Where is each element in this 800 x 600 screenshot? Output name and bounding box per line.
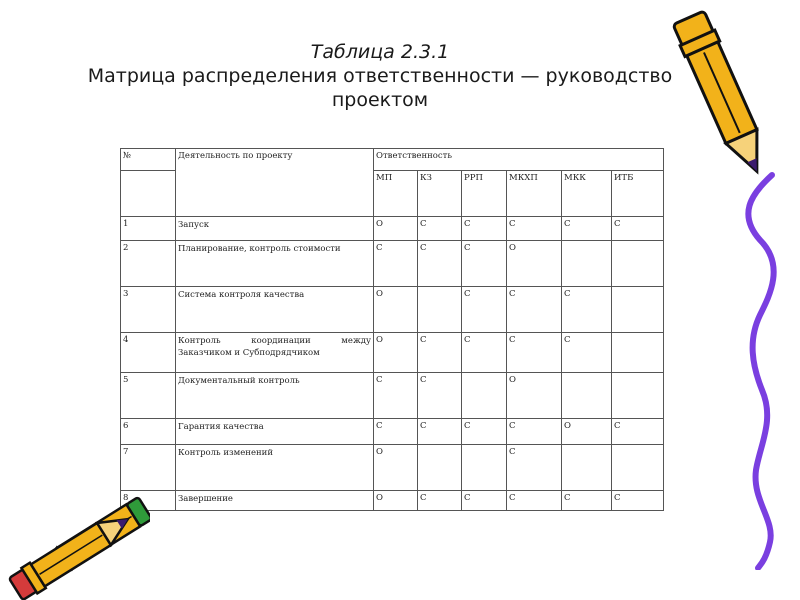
responsibility-cell-mkhp: С [507,287,562,333]
responsibility-cell-mkhp: С [507,445,562,491]
pencil-icon-top-right [668,0,780,190]
table-row [121,333,664,373]
responsibility-cell-mkk: О [562,419,612,445]
responsibility-cell-kz: С [418,217,462,241]
responsibility-cell-itb [612,373,664,419]
responsibility-cell-mkk: С [562,333,612,373]
responsibility-cell-mkk: С [562,491,612,511]
responsibility-cell-kz [418,445,462,491]
activity-cell: Система контроля качества [176,287,374,333]
responsibility-cell-rrp: С [462,241,507,287]
responsibility-cell-itb: С [612,491,664,511]
responsibility-cell-mp: С [374,241,418,287]
responsibility-cell-mp: С [374,373,418,419]
row-number: 4 [121,333,176,373]
role-mp: МП [374,171,418,217]
responsibility-cell-kz [418,287,462,333]
table-row [121,287,664,333]
responsibility-cell-mkk: С [562,287,612,333]
responsibility-cell-mkk [562,373,612,419]
responsibility-cell-mp: О [374,217,418,241]
purple-squiggle [730,170,800,570]
activity-cell: Планирование, контроль стоимости [176,241,374,287]
responsibility-cell-kz: С [418,491,462,511]
activity-cell: Контроль координации между Заказчиком и Субподрядчиком [176,333,374,373]
responsibility-cell-mkhp: С [507,491,562,511]
header-activity: Деятельность по проекту [176,149,374,217]
responsibility-cell-rrp [462,373,507,419]
responsibility-cell-kz: С [418,419,462,445]
activity-cell: Запуск [176,217,374,241]
activity-cell: Документальный контроль [176,373,374,419]
header-num-empty [121,171,176,217]
responsibility-cell-itb [612,287,664,333]
responsibility-cell-mp: О [374,287,418,333]
responsibility-cell-rrp: С [462,491,507,511]
row-number: 6 [121,419,176,445]
table-row [121,241,664,287]
responsibility-cell-kz: С [418,333,462,373]
responsibility-cell-itb [612,333,664,373]
responsibility-cell-itb: С [612,419,664,445]
responsibility-cell-mkk [562,241,612,287]
role-kz: КЗ [418,171,462,217]
role-mkhp: МКХП [507,171,562,217]
table-row [121,445,664,491]
pencils-icon-bottom-left [0,478,150,600]
responsibility-cell-kz: С [418,241,462,287]
header-row [121,149,664,171]
responsibility-cell-mkhp: С [507,333,562,373]
responsibility-cell-kz: С [418,373,462,419]
row-number: 1 [121,217,176,241]
row-number: 5 [121,373,176,419]
responsibility-cell-mp: О [374,333,418,373]
responsibility-cell-itb: С [612,217,664,241]
responsibility-cell-itb [612,241,664,287]
activity-cell: Контроль изменений [176,445,374,491]
header-responsibility: Ответственность [374,149,664,171]
table-row [121,373,664,419]
responsibility-cell-mkhp: О [507,241,562,287]
responsibility-cell-rrp: С [462,217,507,241]
activity-cell: Гарантия качества [176,419,374,445]
row-number: 3 [121,287,176,333]
row-number: 7 [121,445,176,491]
row-number: 2 [121,241,176,287]
responsibility-cell-mkhp: О [507,373,562,419]
responsibility-cell-itb [612,445,664,491]
responsibility-cell-mp: С [374,419,418,445]
table-caption: Матрица распределения ответственности — руководство проектом [87,65,673,111]
table-row [121,217,664,241]
responsibility-cell-mkk: С [562,217,612,241]
role-rrp: РРП [462,171,507,217]
table-row [121,419,664,445]
responsibility-cell-mp: О [374,491,418,511]
table-row [121,491,664,511]
responsibility-cell-mkhp: С [507,419,562,445]
responsibility-cell-mkk [562,445,612,491]
responsibility-cell-rrp: С [462,287,507,333]
responsibility-cell-rrp [462,445,507,491]
role-mkk: МКК [562,171,612,217]
responsibility-cell-rrp: С [462,333,507,373]
role-itb: ИТБ [612,171,664,217]
row-number: 8 [121,491,176,511]
responsibility-cell-mkhp: С [507,217,562,241]
responsibility-cell-mp: О [374,445,418,491]
responsibility-matrix-table [120,148,664,511]
header-num: № [121,149,176,171]
activity-cell: Завершение [176,491,374,511]
responsibility-cell-rrp: С [462,419,507,445]
table-number: Таблица 2.3.1 [310,41,450,63]
slide-title [60,40,700,112]
